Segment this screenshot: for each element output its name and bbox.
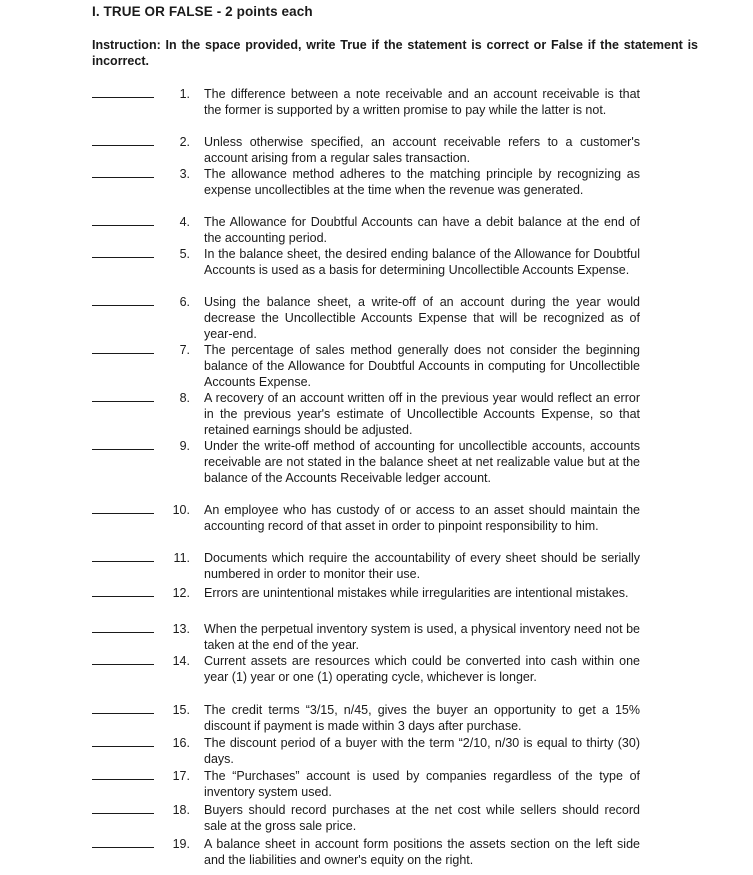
- answer-blank[interactable]: [92, 779, 154, 780]
- question-text: The allowance method adheres to the matching principle by recognizing as expense uncollectibles at the time when the revenue was generated.: [204, 167, 640, 197]
- question-text: The percentage of sales method generally does not consider the beginning balance of the Allowance for Doubtful Accounts in computing for Uncollectible Accounts Expense.: [204, 343, 640, 389]
- question-item: [0, 246, 753, 294]
- question-number: 5.: [179, 247, 190, 261]
- question-item: [0, 585, 753, 621]
- question-number: 15.: [172, 703, 190, 717]
- question-text: The credit terms “3/15, n/45, gives the buyer an opportunity to get a 15% discount if payment is made within 3 days after purchase.: [204, 703, 640, 733]
- answer-blank[interactable]: [92, 225, 154, 226]
- question-list: [0, 86, 753, 868]
- answer-blank[interactable]: [92, 664, 154, 665]
- question-number: 13.: [172, 622, 190, 636]
- question-text: A balance sheet in account form positions the assets section on the left side and the liabilities and owner's equity on the right.: [204, 837, 640, 867]
- question-text: Current assets are resources which could be converted into cash within one year (1) year or one (1) operating cycle, whichever is longer.: [204, 654, 640, 684]
- answer-blank[interactable]: [92, 449, 154, 450]
- answer-blank[interactable]: [92, 353, 154, 354]
- question-text: Under the write-off method of accounting for uncollectible accounts, accounts receivable are not stated in the balance sheet at net realizable value but at the balance of the Accounts Receivable ledger account.: [204, 439, 640, 485]
- question-number: 3.: [179, 167, 190, 181]
- answer-blank[interactable]: [92, 813, 154, 814]
- answer-blank[interactable]: [92, 561, 154, 562]
- question-text: The difference between a note receivable and an account receivable is that the former is supported by a written promise to pay while the latter is not.: [204, 87, 640, 117]
- section-heading: I. TRUE OR FALSE - 2 points each: [92, 4, 313, 19]
- answer-blank[interactable]: [92, 713, 154, 714]
- answer-blank[interactable]: [92, 596, 154, 597]
- question-text: The discount period of a buyer with the term “2/10, n/30 is equal to thirty (30) days.: [204, 736, 640, 766]
- answer-blank[interactable]: [92, 97, 154, 98]
- answer-blank[interactable]: [92, 746, 154, 747]
- question-text: The Allowance for Doubtful Accounts can have a debit balance at the end of the accounting period.: [204, 215, 640, 245]
- question-item: [0, 166, 753, 214]
- question-number: 16.: [172, 736, 190, 750]
- question-item: [0, 621, 753, 653]
- question-item: [0, 342, 753, 390]
- question-text: Unless otherwise specified, an account receivable refers to a customer's account arising from a regular sales transaction.: [204, 135, 640, 165]
- question-text: A recovery of an account written off in the previous year would reflect an error in the previous year's estimate of Uncollectible Accounts Expense, so that retained earnings should be adjusted.: [204, 391, 640, 437]
- question-item: [0, 653, 753, 702]
- question-text: In the balance sheet, the desired ending balance of the Allowance for Doubtful Accounts is used as a basis for determining Uncollectible Accounts Expense.: [204, 247, 640, 277]
- question-item: [0, 550, 753, 585]
- question-text: Documents which require the accountability of every sheet should be serially numbered in order to monitor their use.: [204, 551, 640, 581]
- question-item: [0, 134, 753, 166]
- question-item: [0, 294, 753, 342]
- question-number: 9.: [179, 439, 190, 453]
- answer-blank[interactable]: [92, 401, 154, 402]
- question-item: [0, 836, 753, 868]
- question-item: [0, 802, 753, 836]
- question-item: [0, 735, 753, 768]
- question-number: 17.: [172, 769, 190, 783]
- question-text: An employee who has custody of or access to an asset should maintain the accounting record of that asset in order to pinpoint responsibility to him.: [204, 503, 640, 533]
- question-number: 12.: [172, 586, 190, 600]
- question-text: When the perpetual inventory system is used, a physical inventory need not be taken at the end of the year.: [204, 622, 640, 652]
- question-item: [0, 86, 753, 134]
- question-number: 19.: [172, 837, 190, 851]
- question-number: 7.: [179, 343, 190, 357]
- question-number: 2.: [179, 135, 190, 149]
- answer-blank[interactable]: [92, 177, 154, 178]
- answer-blank[interactable]: [92, 632, 154, 633]
- question-number: 1.: [179, 87, 190, 101]
- answer-blank[interactable]: [92, 257, 154, 258]
- answer-blank[interactable]: [92, 513, 154, 514]
- question-text: Buyers should record purchases at the net cost while sellers should record sale at the gross sale price.: [204, 803, 640, 833]
- question-number: 14.: [172, 654, 190, 668]
- question-number: 10.: [172, 503, 190, 517]
- instruction-text: Instruction: In the space provided, write True if the statement is correct or False if the statement is incorrect.: [92, 38, 698, 68]
- question-number: 18.: [172, 803, 190, 817]
- question-number: 8.: [179, 391, 190, 405]
- question-item: [0, 214, 753, 246]
- answer-blank[interactable]: [92, 305, 154, 306]
- question-number: 11.: [173, 551, 190, 565]
- question-text: The “Purchases” account is used by companies regardless of the type of inventory system used.: [204, 769, 640, 799]
- question-item: [0, 768, 753, 802]
- question-item: [0, 390, 753, 438]
- answer-blank[interactable]: [92, 847, 154, 848]
- question-number: 4.: [179, 215, 190, 229]
- question-number: 6.: [179, 295, 190, 309]
- question-item: [0, 502, 753, 550]
- question-item: [0, 702, 753, 735]
- answer-blank[interactable]: [92, 145, 154, 146]
- question-text: Using the balance sheet, a write-off of an account during the year would decrease the Uncollectible Accounts Expense that will be recognized as of year-end.: [204, 295, 640, 341]
- question-text: Errors are unintentional mistakes while irregularities are intentional mistakes.: [204, 586, 629, 600]
- question-item: [0, 438, 753, 502]
